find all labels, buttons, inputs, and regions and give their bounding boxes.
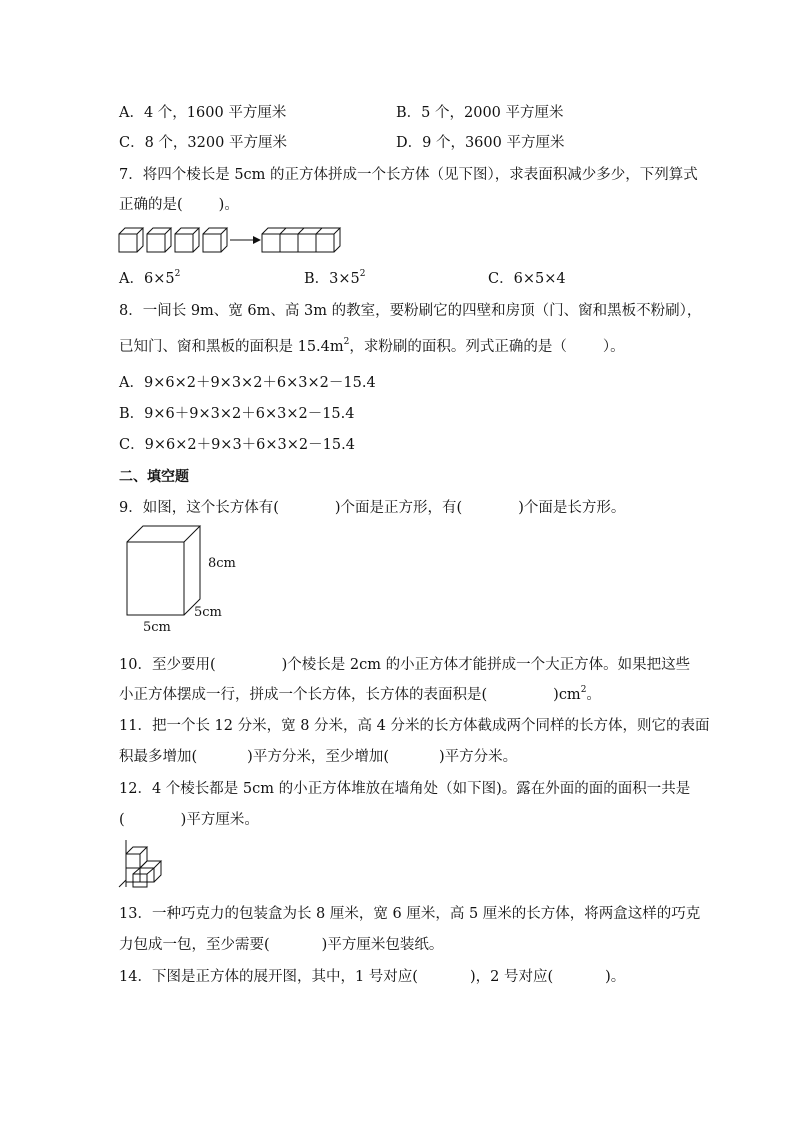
small-cube-3 xyxy=(175,228,199,252)
q10-stem-line1: 10．至少要用( )个棱长是 2cm 的小正方体才能拼成一个大正方体。如果把这些 xyxy=(119,657,691,673)
q11-stem-line1: 11．把一个长 12 分米，宽 8 分米，高 4 分米的长方体截成两个同样的长方体，则它的表面 xyxy=(119,718,710,734)
q8-stem-line2: 已知门、窗和黑板的面积是 $15.4m^2$，求粉刷的面积。列式正确的是（ ）。 xyxy=(119,337,625,355)
q7-cubes-figure xyxy=(119,227,349,257)
q6-option-b: B．5 个，2000 平方厘米 xyxy=(396,105,564,121)
q13-stem-line1: 13．一种巧克力的包装盒为长 8 厘米，宽 6 厘米，高 5 厘米的长方体，将两盒这样的巧克 xyxy=(119,906,701,922)
q6-option-a: A．4 个，1600 平方厘米 xyxy=(119,105,287,121)
q12-stem-line1: 12．4 个棱长都是 5cm 的小正方体堆放在墙角处（如下图)。露在外面的面的面积一共是 xyxy=(119,781,691,797)
q10-stem-line2: 小正方体摆成一行，拼成一个长方体，长方体的表面积是( )$cm^2$。 xyxy=(119,685,601,703)
q8-option-b: B．9×6＋9×3×2＋6×3×2－15.4 xyxy=(119,406,355,422)
q7-option-a: A．$6\times 5^2$ xyxy=(119,269,181,287)
q12-stem-line2: ( )平方厘米。 xyxy=(119,812,259,828)
q9-height-label: 8cm xyxy=(208,556,236,571)
q12-corner-cubes-figure xyxy=(119,840,165,888)
combined-cuboid xyxy=(262,228,340,252)
q14-stem: 14．下图是正方体的展开图，其中，1 号对应( )，2 号对应( )。 xyxy=(119,969,626,985)
section-heading-fill-in: 二、填空题 xyxy=(119,469,189,485)
q7-stem-line1: 7．将四个棱长是 5cm 的正方体拼成一个长方体（见下图），求表面积减少多少，下列算式 xyxy=(119,167,698,183)
q8-stem-line1: 8．一间长 9m、宽 6m、高 3m 的教室，要粉刷它的四壁和房顶（门、窗和黑板不粉刷）， xyxy=(119,303,702,319)
q8-option-c: C．9×6×2＋9×3＋6×3×2－15.4 xyxy=(119,437,355,453)
q9-depth-label: 5cm xyxy=(194,605,222,620)
small-cube-4 xyxy=(203,228,227,252)
arrow-right-icon xyxy=(230,236,261,244)
q9-stem: 9．如图，这个长方体有( )个面是正方形，有( )个面是长方形。 xyxy=(119,500,626,516)
small-cube-1 xyxy=(119,228,143,252)
q7-option-b: B．$3\times 5^2$ xyxy=(304,269,366,287)
small-cube-2 xyxy=(147,228,171,252)
q7-option-c: C．6×5×4 xyxy=(488,271,566,287)
q7-stem-line2: 正确的是( )。 xyxy=(119,197,239,213)
q6-option-c: C．8 个，3200 平方厘米 xyxy=(119,135,287,151)
q13-stem-line2: 力包成一包，至少需要( )平方厘米包装纸。 xyxy=(119,937,444,953)
q9-width-label: 5cm xyxy=(143,620,171,635)
q6-option-d: D．9 个，3600 平方厘米 xyxy=(396,135,565,151)
q8-option-a: A．9×6×2＋9×3×2＋6×3×2－15.4 xyxy=(119,375,376,391)
q11-stem-line2: 积最多增加( )平方分米，至少增加( )平方分米。 xyxy=(119,749,518,765)
